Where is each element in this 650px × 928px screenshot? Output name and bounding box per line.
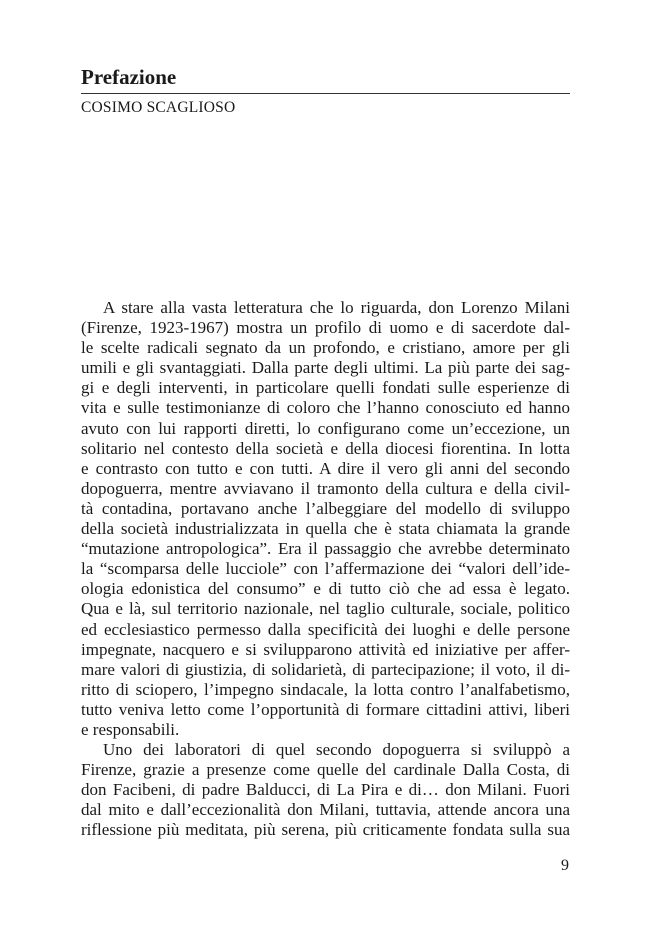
text-line: Firenze, grazie a presenze come quelle del cardinale Dalla Costa, di <box>81 760 570 780</box>
text-line: Qua e là, sul territorio nazionale, nel taglio culturale, sociale, politico <box>81 599 570 619</box>
paragraph <box>81 740 570 840</box>
text-line: le scelte radicali segnato da un profondo, e cristiano, amore per gli <box>81 338 570 358</box>
text-line: la “scomparsa delle lucciole” con l’affermazione dei “valori dell’ide- <box>81 559 570 579</box>
text-line: (Firenze, 1923-1967) mostra un profilo di uomo e di sacerdote dal- <box>81 318 570 338</box>
text-line: tà contadina, portavano anche l’albeggiare del modello di sviluppo <box>81 498 570 518</box>
text-line: ed ecclesiastico permesso dalla specificità dei luoghi e delle persone <box>81 619 570 639</box>
text-line: solitario nel contesto della società e della diocesi fiorentina. In lotta <box>81 438 570 458</box>
text-line: tutto veniva letto come l’opportunità di formare cittadini attivi, liberi <box>81 699 570 719</box>
chapter-author: COSIMO SCAGLIOSO <box>81 99 236 116</box>
text-line: “mutazione antropologica”. Era il passaggio che avrebbe determinato <box>81 539 570 559</box>
text-line: dopoguerra, mentre avviavano il tramonto della cultura e della civil- <box>81 478 570 498</box>
chapter-title: Prefazione <box>81 65 177 89</box>
text-line: Uno dei laboratori di quel secondo dopoguerra si sviluppò a <box>103 740 570 760</box>
text-line: impegnate, nacquero e si svilupparono attività ed iniziative per affer- <box>81 639 570 659</box>
title-rule <box>81 93 570 94</box>
body-text <box>81 298 570 841</box>
text-line: della società industrializzata in quella che è stata chiamata la grande <box>81 519 570 539</box>
text-line: vita e sulle testimonianze di coloro che l’hanno conosciuto ed hanno <box>81 398 570 418</box>
text-line: ritto di sciopero, l’impegno sindacale, la lotta contro l’analfabetismo, <box>81 679 570 699</box>
text-line: don Facibeni, di padre Balducci, di La Pira e di… don Milani. Fuori <box>81 780 570 800</box>
text-line: dal mito e dall’eccezionalità don Milani, tuttavia, attende ancora una <box>81 800 570 820</box>
text-line: umili e gli svantaggiati. Dalla parte degli ultimi. La più parte dei sag- <box>81 358 570 378</box>
paragraph <box>81 298 570 740</box>
text-line: e contrasto con tutto e con tutti. A dire il vero gli anni del secondo <box>81 458 570 478</box>
text-line: riflessione più meditata, più serena, più criticamente fondata sulla sua <box>81 820 570 840</box>
text-line: avuto con lui rapporti diretti, lo configurano come un’eccezione, un <box>81 418 570 438</box>
text-line: A stare alla vasta letteratura che lo riguarda, don Lorenzo Milani <box>103 298 570 317</box>
text-line: ologia edonistica del consumo” e di tutto ciò che ad essa è legato. <box>81 579 570 599</box>
page-number: 9 <box>561 857 569 874</box>
text-line: mare valori di giustizia, di solidarietà, di partecipazione; il voto, il di- <box>81 659 570 679</box>
text-line: e responsabili. <box>81 719 180 739</box>
text-line: gi e degli interventi, in particolare quelli fondati sulle esperienze di <box>81 378 570 398</box>
